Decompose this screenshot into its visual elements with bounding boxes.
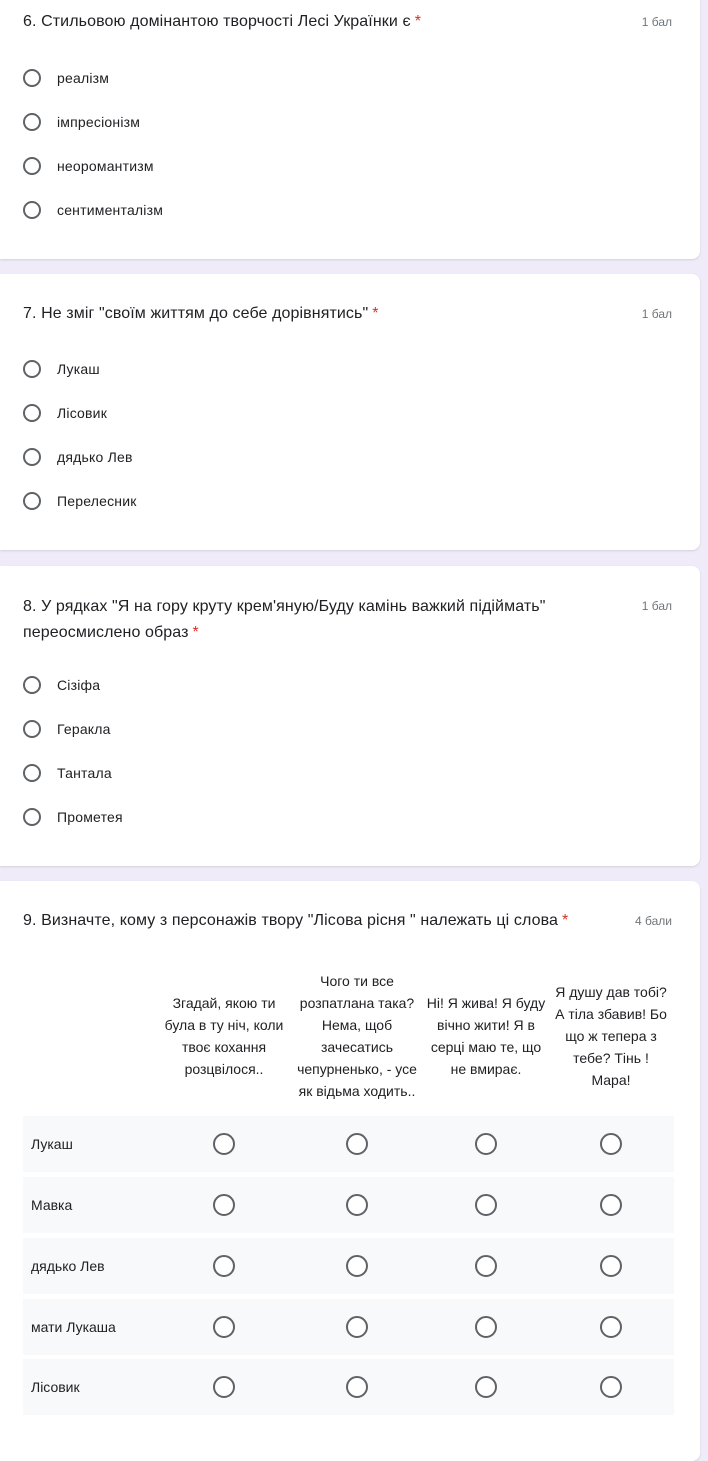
option-sisyphus[interactable] <box>23 671 100 699</box>
question-header <box>23 10 672 34</box>
question-title-line1: 8. У рядках "Я на гору круту крем'яную/Буду камінь важкий підіймать" <box>23 598 546 615</box>
question-points: 1 бал <box>641 599 672 613</box>
grid-cell[interactable] <box>204 1238 244 1294</box>
radio-button[interactable] <box>213 1255 235 1277</box>
grid-row-lisovyk <box>23 1359 674 1415</box>
radio-button[interactable] <box>346 1376 368 1398</box>
option-tantalus[interactable] <box>23 759 112 787</box>
radio-button[interactable] <box>475 1376 497 1398</box>
question-card-7 <box>0 274 700 550</box>
radio-button[interactable] <box>600 1255 622 1277</box>
radio-button[interactable] <box>346 1194 368 1216</box>
radio-button[interactable] <box>346 1316 368 1338</box>
grid-cell[interactable] <box>466 1116 506 1172</box>
radio-button[interactable] <box>346 1255 368 1277</box>
grid-header <box>0 955 700 1117</box>
required-asterisk: * <box>372 305 379 322</box>
grid-cell[interactable] <box>337 1177 377 1233</box>
option-label: реалізм <box>57 70 110 86</box>
grid-row-lukash <box>23 1116 674 1172</box>
radio-button[interactable] <box>23 201 41 219</box>
grid-cell[interactable] <box>204 1299 244 1355</box>
grid-column-header-3: Ні! Я жива! Я буду вічно жити! Я в серці маю те, що не вмирає. <box>426 995 546 1077</box>
option-label: сентименталізм <box>57 202 164 218</box>
radio-button[interactable] <box>23 676 41 694</box>
radio-button[interactable] <box>23 720 41 738</box>
radio-button[interactable] <box>23 69 41 87</box>
radio-button[interactable] <box>23 157 41 175</box>
option-label: Геракла <box>57 721 111 737</box>
grid-column-header-1: Згадай, якою ти була в ту ніч, коли твоє кохання розцвілося.. <box>164 995 284 1077</box>
question-title-line2-wrap: переосмислено образ * <box>23 624 199 641</box>
radio-button[interactable] <box>600 1194 622 1216</box>
grid-column-header-2: Чого ти все розпатлана така? Нема, щоб зачесатись чепурненько, - усе як відьма ходить.. <box>297 973 417 1099</box>
required-asterisk: * <box>192 624 199 641</box>
grid-row-label: Мавка <box>31 1197 73 1213</box>
grid-cell[interactable] <box>337 1116 377 1172</box>
radio-button[interactable] <box>23 764 41 782</box>
grid-cell[interactable] <box>466 1238 506 1294</box>
grid-row-label: мати Лукаша <box>31 1319 116 1335</box>
grid-column-header-4: Я душу дав тобі? А тіла збавив! Бо що ж тепера з тебе? Тінь ! Мара! <box>555 984 667 1088</box>
option-realism[interactable] <box>23 64 109 92</box>
radio-button[interactable] <box>475 1133 497 1155</box>
option-pereslesnyk[interactable] <box>23 487 137 515</box>
question-points: 1 бал <box>641 307 672 321</box>
grid-cell[interactable] <box>591 1177 631 1233</box>
question-title: 6. Стильовою домінантою творчості Лесі Українки є * <box>23 13 422 30</box>
question-points: 4 бали <box>635 914 672 928</box>
grid-cell[interactable] <box>204 1177 244 1233</box>
grid-row-label: дядько Лев <box>31 1258 105 1274</box>
grid-cell[interactable] <box>466 1299 506 1355</box>
grid-cell[interactable] <box>466 1177 506 1233</box>
option-prometheus[interactable] <box>23 803 123 831</box>
radio-button[interactable] <box>213 1316 235 1338</box>
radio-button[interactable] <box>23 808 41 826</box>
grid-cell[interactable] <box>204 1116 244 1172</box>
option-lisovyk[interactable] <box>23 399 107 427</box>
radio-button[interactable] <box>475 1194 497 1216</box>
radio-button[interactable] <box>475 1255 497 1277</box>
option-label: Лісовик <box>57 405 108 421</box>
radio-button[interactable] <box>600 1316 622 1338</box>
grid-row-maty-lukasha <box>23 1299 674 1355</box>
question-title <box>23 594 672 646</box>
question-card-9 <box>0 881 700 1461</box>
radio-button[interactable] <box>213 1133 235 1155</box>
grid-row-label: Лукаш <box>31 1136 73 1152</box>
radio-button[interactable] <box>600 1376 622 1398</box>
required-asterisk: * <box>562 912 569 929</box>
option-heracles[interactable] <box>23 715 111 743</box>
option-label: Прометея <box>57 809 123 825</box>
option-diadko-lev[interactable] <box>23 443 133 471</box>
question-header <box>23 302 672 326</box>
radio-button[interactable] <box>213 1194 235 1216</box>
option-label: Лукаш <box>57 361 100 377</box>
option-sentimentalism[interactable] <box>23 196 163 224</box>
grid-row-mavka <box>23 1177 674 1233</box>
question-title: 7. Не зміг "своїм життям до себе дорівнятись" * <box>23 305 379 322</box>
option-label: імпресіонізм <box>57 114 141 130</box>
question-title: 9. Визначте, кому з персонажів твору "Лісова рісня " належать ці слова * <box>23 912 569 929</box>
grid-cell[interactable] <box>591 1116 631 1172</box>
option-lukash[interactable] <box>23 355 100 383</box>
radio-button[interactable] <box>475 1316 497 1338</box>
option-label: Перелесник <box>57 493 137 509</box>
grid-cell[interactable] <box>337 1238 377 1294</box>
question-card-6 <box>0 0 700 259</box>
radio-button[interactable] <box>23 113 41 131</box>
option-neoromanticism[interactable] <box>23 152 154 180</box>
radio-button[interactable] <box>346 1133 368 1155</box>
radio-button[interactable] <box>23 492 41 510</box>
radio-button[interactable] <box>23 404 41 422</box>
grid-cell[interactable] <box>591 1299 631 1355</box>
grid-cell[interactable] <box>591 1238 631 1294</box>
radio-button[interactable] <box>23 360 41 378</box>
option-label: Тантала <box>57 765 112 781</box>
grid-cell[interactable] <box>591 1359 631 1415</box>
grid-row-label: Лісовик <box>31 1379 80 1395</box>
grid-cell[interactable] <box>466 1359 506 1415</box>
grid-row-diadko-lev <box>23 1238 674 1294</box>
option-impressionism[interactable] <box>23 108 140 136</box>
radio-button[interactable] <box>23 448 41 466</box>
question-header <box>23 909 672 933</box>
option-label: дядько Лев <box>57 449 133 465</box>
radio-button[interactable] <box>600 1133 622 1155</box>
grid-cell[interactable] <box>204 1359 244 1415</box>
radio-button[interactable] <box>213 1376 235 1398</box>
question-points: 1 бал <box>641 15 672 29</box>
option-label: Сізіфа <box>57 677 101 693</box>
required-asterisk: * <box>414 13 422 30</box>
question-header <box>23 594 672 646</box>
question-card-8 <box>0 566 700 866</box>
grid-cell[interactable] <box>337 1299 377 1355</box>
grid-cell[interactable] <box>337 1359 377 1415</box>
option-label: неоромантизм <box>57 158 154 174</box>
